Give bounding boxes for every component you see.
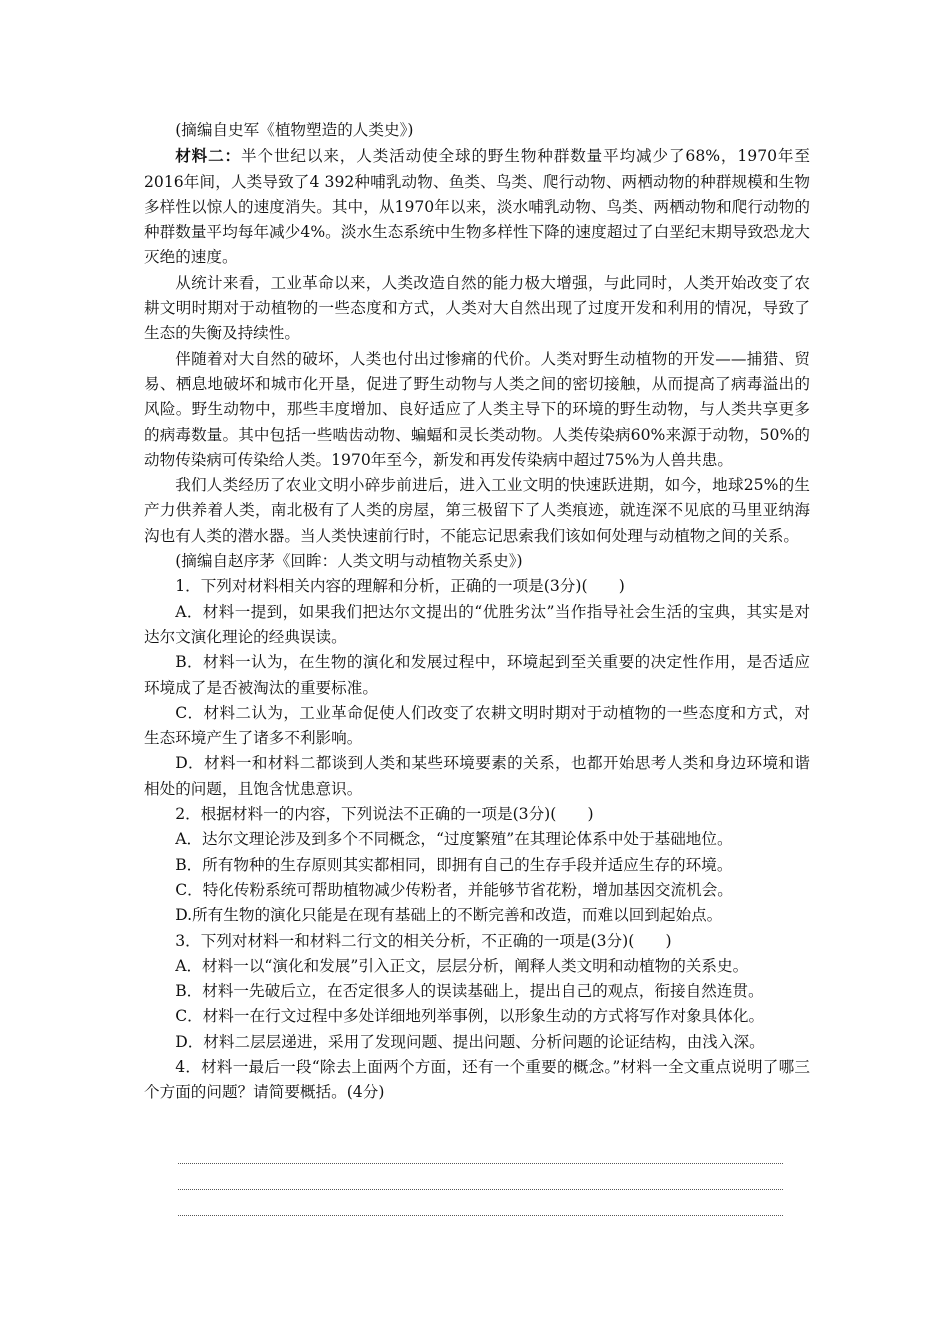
question-1-option-b: B．材料一认为，在生物的演化和发展过程中，环境起到至关重要的决定性作用，是否适应环境成了是否被淘汰的重要标准。 — [144, 653, 810, 697]
question-2-option-a: A．达尔文理论涉及到多个不同概念，“过度繁殖”在其理论体系中处于基础地位。 — [175, 830, 733, 849]
question-1-option-c: C．材料二认为，工业革命促使人们改变了农耕文明时期对于动植物的一些态度和方式，对生态环境产生了诸多不利影响。 — [144, 703, 810, 748]
answer-line[interactable] — [178, 1215, 783, 1216]
question-3-stem: 3．下列对材料一和材料二行文的相关分析，不正确的一项是(3分)( ) — [175, 931, 672, 950]
question-2-stem: 2．根据材料一的内容，下列说法不正确的一项是(3分)( ) — [175, 805, 594, 824]
source-citation-2: (摘编自赵序茅《回眸：人类文明与动植物关系史》) — [175, 552, 523, 571]
question-2-option-c: C．特化传粉系统可帮助植物减少传粉者，并能够节省花粉，增加基因交流机会。 — [175, 880, 733, 899]
material2-paragraph-2: 从统计来看，工业革命以来，人类改造自然的能力极大增强，与此同时，人类开始改变了农耕文明时期对于动植物的一些态度和方式，人类对大自然出现了过度开发和利用的情况，导致了生态的失衡及持续性。 — [144, 273, 810, 343]
material2-paragraph-4: 我们人类经历了农业文明小碎步前进后，进入工业文明的快速跃进期，如今，地球25%的生产力供养着人类，南北极有了人类的房屋，第三极留下了人类痕迹，就连深不见底的马里亚纳海沟也有人类的潜水器。当人类快速前行时，不能忘记思索我们该如何处理与动植物之间的关系。 — [144, 476, 810, 545]
question-3-option-a: A．材料一以“演化和发展”引入正文，层层分析，阐释人类文明和动植物的关系史。 — [175, 956, 749, 975]
answer-area[interactable] — [178, 1163, 783, 1241]
question-1-option-d: D．材料一和材料二都谈到人类和某些环境要素的关系，也都开始思考人类和身边环境和谐相处的问题，且饱含忧患意识。 — [144, 754, 810, 798]
source-citation-1: (摘编自史军《植物塑造的人类史》) — [175, 121, 414, 139]
answer-line[interactable] — [178, 1189, 783, 1190]
question-1-option-a: A．材料一提到，如果我们把达尔文提出的“优胜劣汰”当作指导社会生活的宝典，其实是对达尔文演化理论的经典误读。 — [144, 602, 810, 646]
question-4-stem: 4．材料一最后一段“除去上面两个方面，还有一个重要的概念。”材料一全文重点说明了哪三个方面的问题？请简要概括。(4分) — [144, 1057, 810, 1102]
material2-paragraph-3: 伴随着对大自然的破坏，人类也付出过惨痛的代价。人类对野生动植物的开发——捕猎、贸易、栖息地破坏和城市化开垦，促进了野生动物与人类之间的密切接触，从而提高了病毒溢出的风险。野生动物中，那些丰度增加、良好适应了人类主导下的环境的野生动物，与人类共享更多的病毒数量。其中包括一些啮齿动物、蝙蝠和灵长类动物。人类传染病60%来源于动物，50%的动物传染病可传染给人类。1970年至今，新发和再发传染病中超过75%为人兽共患。 — [144, 349, 810, 469]
question-3-option-c: C．材料一在行文过程中多处详细地列举事例，以形象生动的方式将写作对象具体化。 — [175, 1007, 765, 1026]
question-1-stem: 1．下列对材料相关内容的理解和分析，正确的一项是(3分)( ) — [175, 577, 625, 596]
question-3-option-d: D．材料二层层递进，采用了发现问题、提出问题、分析问题的论证结构，由浅入深。 — [175, 1032, 765, 1051]
material2-label: 材料二： — [175, 146, 242, 166]
answer-line[interactable] — [178, 1163, 783, 1164]
question-2-option-b: B．所有物种的生存原则其实都相同，即拥有自己的生存手段并适应生存的环境。 — [175, 855, 733, 874]
document-page — [144, 118, 810, 1106]
material2-paragraph-1: 材料二：半个世纪以来，人类活动使全球的野生物种群数量平均减少了68%，1970年至2016年间，人类导致了4 392种哺乳动物、鱼类、鸟类、爬行动物、两栖动物的种群规模和生物多样性以惊人的速度消失。其中，从1970年以来，淡水哺乳动物、鸟类、两栖动物和爬行动物的种群数量平均每年减少4%。淡水生态系统中生物多样性下降的速度超过了白垩纪末期导致恐龙大灭绝的速度。 — [144, 146, 810, 267]
question-2-option-d: D.所有生物的演化只能是在现有基础上的不断完善和改造，而难以回到起始点。 — [175, 906, 723, 925]
question-3-option-b: B．材料一先破后立，在否定很多人的误读基础上，提出自己的观点，衔接自然连贯。 — [175, 982, 764, 1001]
